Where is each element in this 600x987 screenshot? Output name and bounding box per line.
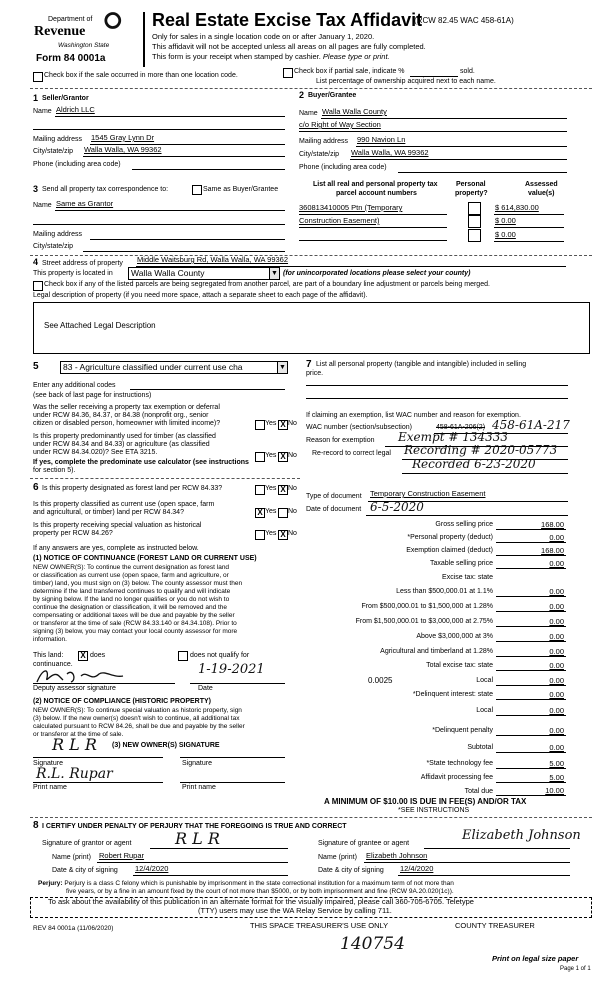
historic-no-checkbox[interactable]: X: [278, 530, 288, 540]
doc-type-field[interactable]: Temporary Construction Easement: [370, 489, 486, 498]
parcel-row-2-value-line: [494, 227, 564, 228]
historic-yes-checkbox[interactable]: [255, 530, 265, 540]
tax-row-value-13[interactable]: 0.00: [549, 706, 564, 715]
tax-row-value-16[interactable]: 5.00: [549, 759, 564, 768]
forest-question: Is this property designated as forest land per RCW 84.33?: [42, 485, 223, 492]
parcel-row-1-personal-checkbox[interactable]: [468, 202, 481, 215]
seller-phone-label: Phone (including area code): [33, 161, 121, 168]
same-as-buyer-label: Same as Buyer/Grantee: [203, 186, 279, 193]
tax-row-label-4: Excise tax: state: [442, 574, 493, 581]
exemption-question-1: Was the seller receiving a property tax exemption or deferral: [33, 404, 220, 411]
timber-question-5: for section 5).: [33, 467, 76, 474]
continuance-line-8: or transferor at the time of sale (RCW 84.33.140 or 84.34.108). Prior to: [33, 620, 237, 627]
buyer-mailing-label: Mailing address: [299, 138, 349, 145]
land-use-select-value: 83 - Agriculture classified under current use cha: [63, 362, 243, 372]
seller-city-field[interactable]: Walla Walla, WA 99362: [84, 145, 162, 154]
seller-city-label: City/state/zip: [33, 148, 74, 155]
header-line-1: Only for sales in a single location code on or after January 1, 2020.: [152, 32, 375, 41]
correspondence-label: Send all property tax correspondence to:: [42, 186, 169, 193]
doc-date-handwritten: 6-5-2020: [370, 500, 424, 514]
grantee-date-field[interactable]: 12/4/2020: [400, 864, 434, 873]
tax-value-line-3: [496, 568, 566, 569]
tax-value-line-10: [496, 670, 566, 671]
tax-value-line-1: [496, 542, 566, 543]
seller-name-line-2: [33, 129, 285, 130]
additional-codes-line: [130, 389, 285, 390]
multi-location-checkbox[interactable]: [33, 72, 43, 82]
current-use-question-2: and agricultural, or timber) land per RCW 84.34?: [33, 509, 184, 516]
personal-property-line-2: [306, 398, 568, 399]
see-back-note: (see back of last page for instructions): [33, 392, 152, 399]
section5-separator: [30, 478, 300, 479]
revenue-label: Revenue: [34, 24, 86, 39]
tax-row-label-16: *State technology fee: [426, 760, 493, 767]
rerecord-handwritten-1: Recording # 2020-05773: [404, 443, 558, 457]
grantor-name-label: Name (print): [52, 854, 91, 861]
perjury-line-1: Perjury: Perjury is a class C felony which is punishable by imprisonment in the state correctional institution for a maximum term of not more than: [38, 880, 454, 887]
correspondence-mailing-label: Mailing address: [33, 231, 83, 238]
segregated-label: Check box if any of the listed parcels are being segregated from another parcel, are part of a boundary line adjustment or parcels being merged.: [44, 281, 490, 288]
parcel-col-header-1: List all real and personal property tax: [313, 181, 438, 188]
buyer-city-label: City/state/zip: [299, 151, 340, 158]
buyer-name-line: [321, 118, 567, 119]
doc-date-label: Date of document: [306, 506, 362, 513]
partial-sold-label: sold.: [460, 68, 475, 75]
grantor-signature-line: [150, 848, 288, 849]
wac-struck-value: 458-61A-206(2): [436, 424, 486, 431]
county-select-value: Walla Walla County: [131, 268, 205, 278]
parcel-row-3-value[interactable]: $ 0.00: [495, 230, 516, 239]
exemption-question-3: citizen or disabled person, homeowner with limited income)?: [33, 420, 221, 427]
tax-row-label-14: *Delinquent penalty: [432, 727, 493, 734]
tax-value-line-15: [496, 752, 566, 753]
parcel-col-header-2b: property?: [455, 190, 488, 197]
tax-row-label-6: From $500,000.01 to $1,500,000 at 1.28%: [361, 603, 493, 610]
tax-value-line-0: [496, 529, 566, 530]
seller-city-line: [83, 156, 285, 157]
sec8-number: 8: [33, 820, 39, 831]
forest-yes-checkbox[interactable]: [255, 485, 265, 495]
does-qualify-checkbox[interactable]: X: [78, 651, 88, 661]
section3-separator: [30, 255, 592, 256]
assessor-date-label: Date: [198, 685, 213, 692]
grantee-name-label: Name (print): [318, 854, 357, 861]
street-field[interactable]: Middle Waitsburg Rd, Walla Walla, WA 99362: [137, 255, 289, 264]
tax-row-value-3[interactable]: 0.00: [549, 559, 564, 568]
owner-signature-label-2: Signature: [182, 760, 212, 767]
current-use-yes-checkbox[interactable]: X: [255, 508, 265, 518]
sec6-number: 6: [33, 482, 39, 493]
assessor-signature-label: Deputy assessor signature: [33, 685, 116, 692]
continuance-label: continuance.: [33, 661, 73, 668]
minimum-due-note: A MINIMUM OF $10.00 IS DUE IN FEE(S) AND/OR TAX: [324, 797, 527, 806]
timber-no-label: No: [288, 452, 297, 459]
revenue-logo: ⭘: [104, 8, 122, 34]
timber-no-checkbox[interactable]: X: [278, 452, 288, 462]
does-qualify-label: does: [90, 652, 106, 659]
tax-value-line-9: [496, 656, 566, 657]
if-yes-note: If any answers are yes, complete as instructed below.: [33, 545, 199, 552]
tax-row-value-15[interactable]: 0.00: [549, 743, 564, 752]
historic-question-2: property per RCW 84.26?: [33, 530, 113, 537]
reason-handwritten: Exempt # 134333: [398, 430, 509, 444]
continuance-line-2: or classification as current use (open space, farm and agriculture, or: [33, 572, 229, 579]
exemption-question-2: under RCW 84.36, 84.37, or 84.38 (nonprofit org., senior: [33, 412, 209, 419]
segregated-checkbox[interactable]: [33, 281, 43, 291]
tax-row-label-18: Total due: [464, 788, 493, 795]
tax-row-label-11: Local: [476, 677, 493, 684]
county-treasurer-label: COUNTY TREASURER: [455, 921, 535, 930]
grantee-signature-line: [424, 848, 570, 849]
grantee-name-line: [364, 862, 570, 863]
form-number: Form 84 0001a: [36, 53, 106, 64]
buyer-city-field[interactable]: Walla Walla, WA 99362: [351, 148, 429, 157]
parcel-row-3-personal-checkbox[interactable]: [468, 229, 481, 242]
certify-statement: I CERTIFY UNDER PENALTY OF PERJURY THAT THE FOREGOING IS TRUE AND CORRECT: [42, 823, 347, 830]
parcel-col-header-2: Personal: [456, 181, 486, 188]
continuance-line-5: by signing below. If the land no longer qualifies or you do not wish to: [33, 596, 230, 603]
receipt-stamp-number: 140754: [340, 934, 405, 954]
wac-handwritten: 458-61A-217: [492, 418, 570, 432]
perjury-line-2: five years, or by a fine in an amount fixed by the court of not more than $5000, or by both imprisonment and fine (RCW 9A.20.020(1c)).: [66, 888, 454, 895]
tax-value-line-7: [496, 626, 566, 627]
header-separator: [30, 88, 592, 89]
timber-yes-label: Yes: [265, 452, 277, 459]
buyer-name2-field[interactable]: c/o Right of Way Section: [299, 120, 381, 129]
tax-row-label-1: *Personal property (deduct): [407, 534, 493, 541]
tax-value-line-8: [496, 641, 566, 642]
tax-row-label-5: Less than $500,000.01 at 1.1%: [396, 588, 493, 595]
section8-separator: [30, 817, 592, 818]
buyer-phone-line: [398, 172, 567, 173]
form-revision: REV 84 0001a (11/06/2020): [33, 925, 114, 932]
header-line-2: This affidavit will not be accepted unless all areas on all pages are fully completed.: [152, 42, 426, 51]
grantor-name-field[interactable]: Robert Rupar: [99, 851, 145, 860]
page-number: Page 1 of 1: [560, 966, 591, 972]
grantor-date-label: Date & city of signing: [52, 867, 118, 874]
tax-row-value-18[interactable]: 10.00: [545, 786, 564, 795]
seller-mailing-label: Mailing address: [33, 136, 83, 143]
seller-phone-line: [132, 169, 285, 170]
correspondence-name-field[interactable]: Same as Grantor: [56, 199, 114, 208]
parcel-col-header-3b: value(s): [528, 190, 555, 197]
tax-value-line-17: [496, 782, 566, 783]
grantor-signature-hw: R L R: [175, 829, 220, 848]
exemption-no-label: No: [288, 420, 297, 427]
this-land-label: This land:: [33, 652, 64, 659]
owner-print-label-1: Print name: [33, 784, 67, 791]
tax-value-line-16: [496, 768, 566, 769]
tax-value-line-6: [496, 611, 566, 612]
doc-type-label: Type of document: [306, 493, 362, 500]
new-owner-signature-label: (3) NEW OWNER(S) SIGNATURE: [112, 742, 220, 749]
tax-row-value-6[interactable]: 0.00: [549, 602, 564, 611]
accessibility-line-2: (TTY) users may use the WA Relay Service by calling 711.: [198, 906, 392, 915]
header-divider: [143, 12, 145, 67]
tax-row-label-10: Total excise tax: state: [426, 662, 493, 669]
tax-row-value-17[interactable]: 5.00: [549, 773, 564, 782]
buyer-name2-line: [299, 131, 567, 132]
continuance-line-7: compensating or additional taxes will be due and payable by the seller: [33, 612, 235, 619]
parcel-row-1-number[interactable]: 360813410005 Ptn (Temporary: [299, 203, 403, 212]
tax-row-value-12[interactable]: 0.00: [549, 690, 564, 699]
correspondence-mailing-line: [90, 239, 285, 240]
tax-value-line-13: [496, 715, 566, 716]
tax-value-line-18: [496, 795, 566, 796]
continuance-line-1: NEW OWNER(S): To continue the current designation as forest land: [33, 564, 230, 571]
owner-signature-label-1: Signature: [33, 760, 63, 767]
owner-signature-line-2: [180, 757, 285, 758]
land-use-chevron-icon[interactable]: ▼: [277, 362, 287, 373]
correspondence-city-line: [83, 251, 285, 252]
parcel-row-2-personal-checkbox[interactable]: [468, 215, 481, 228]
timber-question-2: under RCW 84.34 and 84.33) or agriculture (as classified: [33, 441, 210, 448]
tax-row-label-9: Agricultural and timberland at 1.28%: [380, 648, 493, 655]
current-use-no-label: No: [288, 508, 297, 515]
current-use-question-1: Is this property classified as current use (open space, farm: [33, 501, 215, 508]
parcel-row-1-line: [299, 214, 447, 215]
timber-yes-checkbox[interactable]: [255, 452, 265, 462]
seller-section-number: 1: [33, 93, 39, 103]
sec5-number: 5: [33, 361, 39, 372]
owner-signature-line-1: [33, 757, 163, 758]
property-number: 4: [33, 257, 39, 267]
continuance-line-3: timber) land, you must sign on (3) below. The county assessor must then: [33, 580, 243, 587]
parcel-col-header-3: Assessed: [525, 181, 558, 188]
parcel-row-2-line: [299, 227, 447, 228]
owner-print-line-2: [180, 782, 285, 783]
assessor-date-line: [190, 683, 285, 684]
tax-row-value-0[interactable]: 168.00: [541, 520, 564, 529]
legal-description-text: See Attached Legal Description: [44, 321, 156, 330]
rerecord-handwritten-2: Recorded 6-23-2020: [412, 457, 536, 471]
personal-property-line-1: [306, 385, 568, 386]
parcel-col-header-1b: parcel account numbers: [336, 190, 417, 197]
tax-value-line-11: [496, 685, 566, 686]
tax-row-value-9[interactable]: 0.00: [549, 647, 564, 656]
seller-name-line: [55, 116, 285, 117]
legal-label: Legal description of property (if you need more space, attach a separate sheet to each page of the affidavit).: [33, 292, 368, 299]
seller-name-field[interactable]: Aldrich LLC: [56, 105, 95, 114]
personal-property-text-2: price.: [306, 370, 324, 377]
rerecord-label: Re-record to correct legal: [312, 450, 391, 457]
grantor-signature-label: Signature of grantor or agent: [42, 840, 132, 847]
header-line-3: This form is your receipt when stamped by cashier. Please type or print.: [152, 52, 390, 61]
grantee-signature-hw: Elizabeth Johnson: [462, 828, 581, 843]
same-as-buyer-checkbox[interactable]: [192, 185, 202, 195]
tax-row-label-8: Above $3,000,000 at 3%: [416, 633, 493, 640]
seller-heading: Seller/Grantor: [42, 95, 89, 102]
buyer-name-field[interactable]: Walla Walla County: [322, 107, 387, 116]
continuance-line-6: continue the designation or classification, it will be removed and the: [33, 604, 228, 611]
exemption-yes-checkbox[interactable]: [255, 420, 265, 430]
local-rate: 0.0025: [368, 676, 393, 685]
tax-value-line-5: [496, 596, 566, 597]
current-use-no-checkbox[interactable]: [278, 508, 288, 518]
historic-yes-label: Yes: [265, 530, 277, 537]
compliance-line-2: (3) below. If the new owner(s) doesn't wish to continue, all additional tax: [33, 715, 240, 722]
grantor-date-line: [133, 875, 288, 876]
timber-question-1: Is this property predominantly used for timber (as classified: [33, 433, 216, 440]
buyer-section-number: 2: [299, 90, 305, 100]
assessor-signature-line: [33, 683, 175, 684]
parcel-row-2-number[interactable]: Construction Easement): [299, 216, 380, 225]
timber-question-3: under RCW 84.34.020)? See ETA 3215.: [33, 449, 158, 456]
grantee-signature-label: Signature of grantee or agent: [318, 840, 410, 847]
partial-sale-sub: List percentage of ownership acquired next to each name.: [316, 78, 496, 85]
dept-label: Department of: [48, 16, 93, 23]
tax-row-value-7[interactable]: 0.00: [549, 617, 564, 626]
additional-codes-label: Enter any additional codes: [33, 382, 116, 389]
grantee-name-field[interactable]: Elizabeth Johnson: [366, 851, 428, 860]
tax-value-line-2: [496, 555, 566, 556]
rerecord-line-2: [402, 473, 568, 474]
compliance-heading: (2) NOTICE OF COMPLIANCE (HISTORIC PROPERTY): [33, 698, 211, 705]
seller-mailing-field[interactable]: 1545 Gray Lynn Dr: [91, 133, 155, 142]
sec7-number: 7: [306, 359, 312, 370]
buyer-mailing-line: [356, 146, 567, 147]
partial-percent-line: [410, 76, 458, 77]
compliance-line-4: or transferor at the time of sale.: [33, 731, 124, 738]
buyer-name-label: Name: [299, 110, 318, 117]
correspondence-name-line-2: [33, 224, 285, 225]
correspondence-name-line: [55, 210, 285, 211]
seller-name-label: Name: [33, 108, 52, 115]
tax-row-label-2: Exemption claimed (deduct): [406, 547, 493, 554]
owner-signature: R L R: [52, 735, 97, 754]
parcel-row-1-value-line: [494, 214, 564, 215]
accessibility-line-1: To ask about the availability of this publication in an alternate format for the visually impaired, please call 360-705-6705. Teletype: [48, 897, 474, 906]
parcel-row-3-value-line: [494, 241, 564, 242]
continuance-line-10: information.: [33, 636, 67, 643]
exemption-yes-label: Yes: [265, 420, 277, 427]
form-title: Real Estate Excise Tax Affidavit: [152, 10, 423, 30]
partial-sale-label: Check box if partial sale, indicate %: [294, 68, 405, 75]
wac-label: WAC number (section/subsection): [306, 424, 412, 431]
buyer-heading: Buyer/Grantee: [308, 92, 357, 99]
form-title-ref: (RCW 82.45 WAC 458-61A): [414, 16, 514, 25]
compliance-line-1: NEW OWNER(S): To continue special valuation as historic property, sign: [33, 707, 242, 714]
timber-question-4: If yes, complete the predominate use calculator (see instructions: [33, 459, 249, 466]
located-label: This property is located in: [33, 270, 113, 277]
continuance-line-9: signing (3) below, you may contact your local county assessor for more: [33, 628, 238, 635]
buyer-mailing-field[interactable]: 990 Navion Ln: [357, 135, 406, 144]
tax-row-value-10[interactable]: 0.00: [549, 661, 564, 670]
continuance-heading: (1) NOTICE OF CONTINUANCE (FOREST LAND OR CURRENT USE): [33, 555, 257, 562]
forest-no-checkbox[interactable]: X: [278, 485, 288, 495]
compliance-line-3: calculated pursuant to RCW 84.26, shall be due and payable by the seller: [33, 723, 245, 730]
does-not-qualify-checkbox[interactable]: [178, 651, 188, 661]
parcel-row-3-line: [299, 240, 447, 241]
owner-print-label-2: Print name: [182, 784, 216, 791]
tax-row-label-12: *Delinquent interest: state: [412, 691, 493, 698]
tax-value-line-14: [496, 735, 566, 736]
assessor-date: 1-19-2021: [198, 662, 265, 677]
tax-row-value-5[interactable]: 0.00: [549, 587, 564, 596]
owner-print-line-1: [33, 782, 163, 783]
grantee-date-line: [398, 875, 570, 876]
parcel-row-1-value[interactable]: $ 614,830.00: [495, 203, 539, 212]
tax-row-label-15: Subtotal: [467, 744, 493, 751]
multi-location-label: Check box if the sale occurred in more than one location code.: [44, 72, 238, 79]
grantor-name-line: [97, 862, 288, 863]
forest-yes-label: Yes: [265, 485, 277, 492]
reason-label: Reason for exemption: [306, 437, 375, 444]
legal-size-note: Print on legal size paper: [492, 954, 579, 963]
grantee-date-label: Date & city of signing: [318, 867, 384, 874]
tax-row-value-8[interactable]: 0.00: [549, 632, 564, 641]
tax-row-value-14[interactable]: 0.00: [549, 726, 564, 735]
correspondence-city-label: City/state/zip: [33, 243, 74, 250]
see-instructions-note: *SEE INSTRUCTIONS: [398, 807, 470, 814]
tax-row-label-3: Taxable selling price: [429, 560, 493, 567]
tax-row-label-17: Affidavit processing fee: [420, 774, 493, 781]
doc-date-line: [366, 515, 568, 516]
does-not-qualify-label: does not qualify for: [190, 652, 250, 659]
historic-question-1: Is this property receiving special valuation as historical: [33, 522, 202, 529]
chevron-down-icon[interactable]: ▼: [269, 268, 279, 279]
state-label: Washington State: [58, 42, 110, 49]
exemption-intro: If claiming an exemption, list WAC number and reason for exemption.: [306, 412, 521, 419]
street-label: Street address of property: [42, 260, 123, 267]
buyer-phone-label: Phone (including area code): [299, 164, 387, 171]
buyer-city-line: [350, 159, 567, 160]
personal-property-text-1: List all personal property (tangible and intangible) included in selling: [316, 361, 527, 368]
treasurer-only-label: THIS SPACE TREASURER'S USE ONLY: [250, 921, 389, 930]
county-select[interactable]: [128, 267, 280, 280]
exemption-no-checkbox[interactable]: X: [278, 420, 288, 430]
tax-value-line-12: [496, 699, 566, 700]
parcel-row-2-value[interactable]: $ 0.00: [495, 216, 516, 225]
tax-row-label-13: Local: [476, 707, 493, 714]
continuance-line-4: determine if the land transferred continues to qualify and will indicate: [33, 588, 231, 595]
historic-no-label: No: [288, 530, 297, 537]
tax-row-label-7: From $1,500,000.01 to $3,000,000 at 2.75%: [355, 618, 493, 625]
county-note: (for unincorporated locations please select your county): [283, 270, 471, 277]
grantor-date-field[interactable]: 12/4/2020: [135, 864, 169, 873]
tax-row-value-1[interactable]: 0.00: [549, 533, 564, 542]
correspondence-number: 3: [33, 184, 39, 194]
land-use-select[interactable]: [60, 361, 288, 374]
owner-print-name-hw: R.L. Rupar: [36, 766, 113, 782]
partial-sale-checkbox[interactable]: [283, 68, 293, 78]
correspondence-name-label: Name: [33, 202, 52, 209]
tax-row-label-0: Gross selling price: [435, 521, 493, 528]
forest-no-label: No: [288, 485, 297, 492]
tax-row-value-2[interactable]: 168.00: [541, 546, 564, 555]
tax-row-value-11[interactable]: 0.00: [549, 676, 564, 685]
current-use-yes-label: Yes: [265, 508, 277, 515]
